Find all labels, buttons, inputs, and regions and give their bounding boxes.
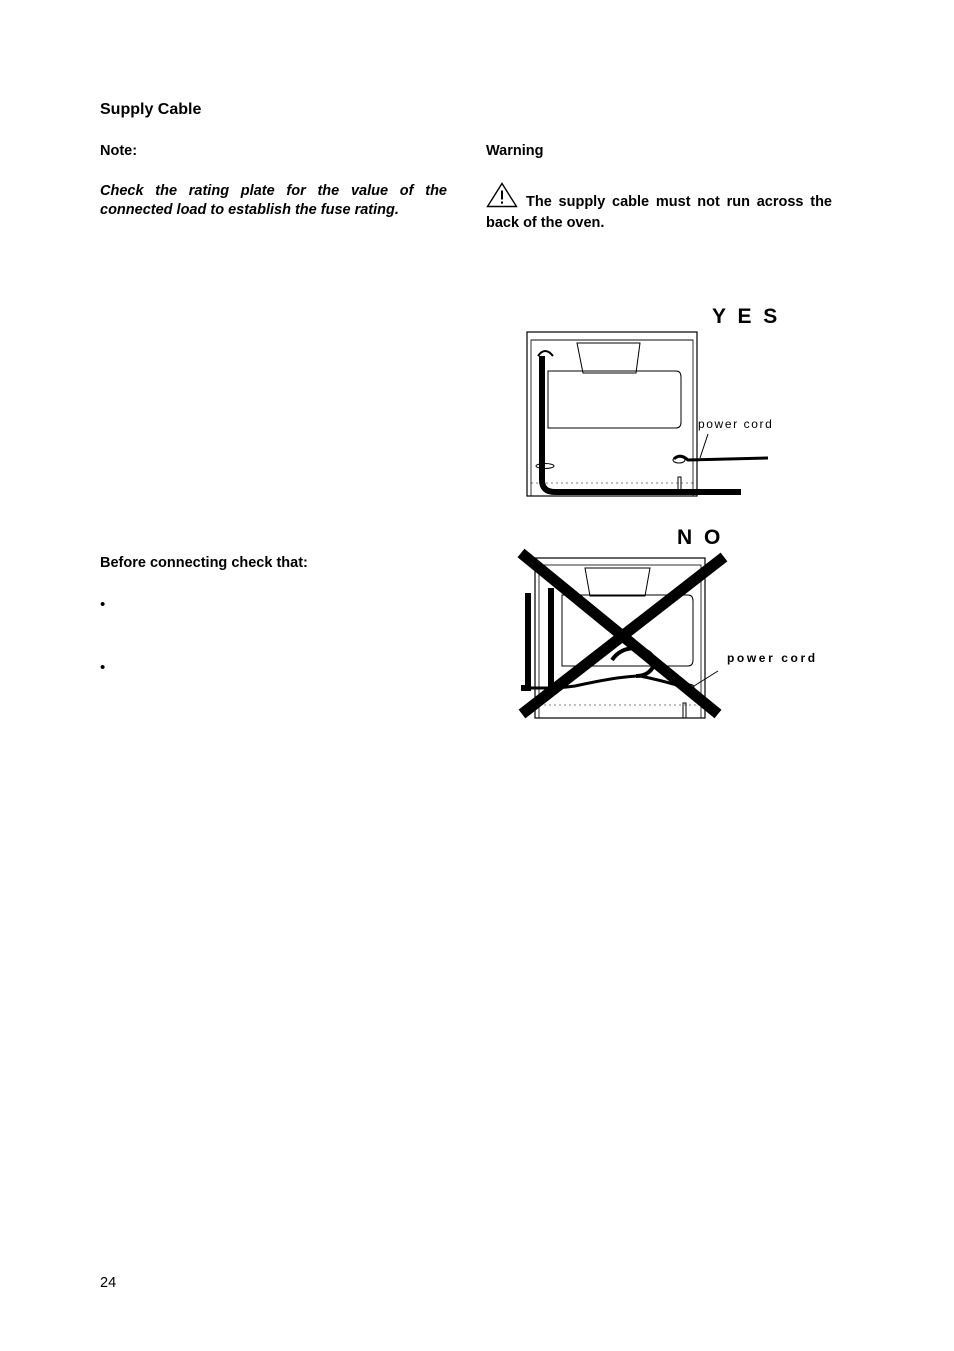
- checklist-label: Before connecting check that:: [100, 555, 308, 571]
- power-cord-label-yes: power cord: [698, 417, 774, 431]
- oven-diagram-yes: [527, 332, 768, 496]
- no-label: N O: [677, 526, 724, 549]
- warning-text: The supply cable must not run across the back of the oven.: [486, 194, 832, 231]
- power-cord-label-no: power cord: [727, 651, 818, 665]
- checklist-bullet: •: [100, 596, 106, 613]
- note-label: Note:: [100, 143, 138, 159]
- section-title: Supply Cable: [100, 101, 202, 118]
- yes-label: Y E S: [712, 305, 781, 328]
- checklist-bullet: •: [100, 659, 106, 676]
- page-number: 24: [100, 1275, 117, 1291]
- note-text: Check the rating plate for the value of the connected load to establish the fuse rating.: [100, 183, 447, 218]
- warning-label: Warning: [486, 143, 544, 159]
- oven-diagram-no: [521, 553, 724, 718]
